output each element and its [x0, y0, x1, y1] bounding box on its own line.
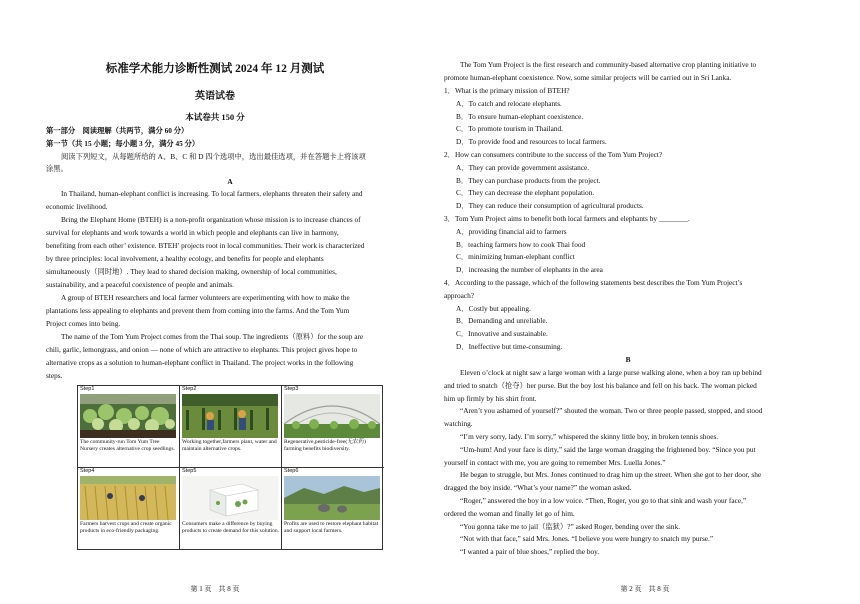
- question-4: 4．According to the passage, which of the following statements best describes the Tom Yum Project’s: [444, 278, 743, 287]
- passage-line: survival for elephants and work towards a world in which people and elephants can live in harmony,: [46, 228, 339, 237]
- option-4d: D．Ineffective but time-consuming.: [456, 342, 563, 351]
- step-cell-6: [282, 468, 384, 550]
- passage-line: economic livelihood.: [46, 202, 108, 211]
- instructions-line-2: 涂黑。: [46, 164, 68, 173]
- instructions-line-1: 阅读下列短文，从每题所给的 A、B、C 和 D 四个选项中，选出最佳选项，并在答题卡上将该项: [61, 152, 366, 161]
- passage-line: “Roger,” answered the boy in a low voice. “Then, Roger, you go to that sink and wash your face,”: [460, 496, 747, 505]
- greenhouse-image: [284, 394, 380, 438]
- product-box-image: [182, 476, 278, 520]
- passage-line: “Aren’t you ashamed of yourself?” shouted the woman. Two or three people passed, stopped, and stood: [460, 406, 763, 415]
- passage-line: yourself in contact with me, you are going to remember Mrs. Luella Jones.”: [444, 458, 666, 467]
- steps-figure: [77, 385, 383, 550]
- option-1b: B．To ensure human-elephant coexistence.: [456, 112, 584, 121]
- passage-line: In Thailand, human-elephant conflict is increasing. To local farmers, elephants threaten their safety and: [61, 189, 363, 198]
- passage-line: Eleven o’clock at night saw a large woman with a large purse walking alone, when a boy ran up behind: [460, 368, 762, 377]
- step-caption: Profits are used to restore elephant habitat and support local farmers.: [284, 521, 379, 535]
- step-caption: Farmers harvest crops and create organic products in eco-friendly packaging.: [80, 521, 172, 535]
- option-1d: D．To provide food and resources to local farmers.: [456, 137, 607, 146]
- step-cell-2: [180, 386, 282, 468]
- option-4b: B．Demanding and unreliable.: [456, 316, 548, 325]
- passage-line: promote human-elephant coexistence. Now, some similar projects will be carried out in Sri Lanka.: [444, 73, 732, 82]
- step-caption: Regenerative,pesticide-free(无农药) farming benefits biodiversity.: [284, 439, 366, 453]
- passage-line: dragged the boy inside. “What’s your name?” the woman asked.: [444, 483, 632, 492]
- option-1c: C．To promote tourism in Thailand.: [456, 124, 563, 133]
- option-2d: D．They can reduce their consumption of agricultural products.: [456, 201, 644, 210]
- step-label: Step2: [182, 386, 197, 392]
- option-2a: A．They can provide government assistance.: [456, 163, 590, 172]
- passage-line: sustainability, and a peaceful coexistence of people and animals.: [46, 280, 234, 289]
- step-caption: Consumers make a difference by buying products to create demand for this solution.: [182, 521, 280, 535]
- page-footer: 第 1 页 共 8 页: [190, 585, 240, 593]
- option-3c: C．minimizing human-elephant conflict: [456, 252, 575, 261]
- passage-line: Project comes into being.: [46, 319, 121, 328]
- step-cell-1: [78, 386, 180, 468]
- passage-line: chili, garlic, lemongrass, and onion — none of which are attractive to elephants. This project gives hope to: [46, 345, 358, 354]
- step-label: Step3: [284, 386, 299, 392]
- passage-line: A group of BTEH researchers and local farmer volunteers are experimenting with how to make the: [61, 293, 350, 302]
- passage-label-b: B: [625, 355, 631, 364]
- passage-line: steps.: [46, 371, 63, 380]
- passage-line: plantations less appealing to elephants and prevent them from coming into the farms. And the Tom Yum: [46, 306, 350, 315]
- option-4a: A．Costly but appealing.: [456, 304, 531, 313]
- option-3b: B．teaching farmers how to cook Thai food: [456, 240, 586, 249]
- passage-line: The name of the Tom Yum Project comes from the Thai soup. The ingredients（原料）for the soup are: [61, 332, 364, 341]
- paper-subtitle: 英语试卷: [195, 91, 235, 102]
- total-score: 本试卷共 150 分: [185, 112, 245, 122]
- passage-line: “I wanted a pair of blue shoes,” replied the boy.: [460, 547, 600, 556]
- step-caption: The community-run Tom Yum Tree Nursery creates alternative crop seedlings.: [80, 439, 175, 453]
- step-cell-5: [180, 468, 282, 550]
- option-3d: D．increasing the number of elephants in the area: [456, 265, 603, 274]
- option-1a: A．To catch and relocate elephants.: [456, 99, 562, 108]
- passage-line: simultaneously（同时地）. They lead to shared decision making, ownership of local communities,: [46, 267, 337, 276]
- passage-line: The Tom Yum Project is the first research and community-based alternative crop planting initiative to: [460, 60, 757, 69]
- question-3: 3．Tom Yum Project aims to benefit both local farmers and elephants by ________.: [444, 214, 690, 223]
- passage-line: by three principles: local involvement, a healthy ecology, and benefits for people and elephants: [46, 254, 324, 263]
- passage-line: ordered the woman and finally let go of him.: [444, 509, 575, 518]
- question-2: 2．How can consumers contribute to the success of the Tom Yum Project?: [444, 150, 663, 159]
- passage-line: him up firmly by his shirt front.: [444, 394, 537, 403]
- passage-line: watching.: [444, 419, 473, 428]
- passage-line: “You gonna take me to jail（监狱）?” asked Roger, bending over the sink.: [460, 522, 681, 531]
- elephant-habitat-image: [284, 476, 380, 520]
- passage-line: benefiting from each other’ existence. BTEH’ projects root in local communities. Their work is characterized: [46, 241, 365, 250]
- step-caption: Working together,farmers plant, water and maintain alternative crops.: [182, 439, 277, 453]
- seedling-nursery-image: [80, 394, 176, 438]
- step-label: Step4: [80, 468, 95, 474]
- step-label: Step5: [182, 468, 197, 474]
- step-label: Step6: [284, 468, 299, 474]
- passage-line: “I’m very sorry, lady. I’m sorry,” whispered the skinny little boy, in broken tennis shoes.: [460, 432, 719, 441]
- passage-line: “Not with that face,” said Mrs. Jones. “I believe you were hungry to snatch my purse.”: [460, 534, 714, 543]
- passage-label-a: A: [227, 177, 233, 186]
- section-heading: 第一节（共 15 小题；每小题 3 分，满分 45 分）: [46, 139, 200, 148]
- harvest-image: [80, 476, 176, 520]
- page-2: [430, 0, 860, 604]
- question-4-cont: approach?: [444, 291, 474, 300]
- option-2b: B．They can purchase products from the project.: [456, 176, 601, 185]
- passage-line: and tried to snatch（抢夺）her purse. But the boy lost his balance and fell on his back. The woman picked: [444, 381, 757, 390]
- passage-line: “Um-hum! And your face is dirty,” said the large woman dragging the frightened boy. “Since you put: [460, 445, 756, 454]
- page-footer: 第 2 页 共 8 页: [620, 585, 670, 593]
- question-1: 1．What is the primary mission of BTEH?: [444, 86, 570, 95]
- farmers-planting-image: [182, 394, 278, 438]
- passage-line: He began to struggle, but Mrs. Jones continued to drag him up the street. When she got to her door, she: [460, 470, 762, 479]
- part-heading: 第一部分 阅读理解（共两节，满分 60 分）: [46, 126, 189, 135]
- option-2c: C．They can decrease the elephant population.: [456, 188, 595, 197]
- step-cell-4: [78, 468, 180, 550]
- option-3a: A．providing financial aid to farmers: [456, 227, 567, 236]
- step-cell-3: [282, 386, 384, 468]
- step-label: Step1: [80, 386, 95, 392]
- passage-line: alternative crops as a solution to human-elephant conflict in Thailand. The project works in the following: [46, 358, 354, 367]
- passage-line: Bring the Elephant Home (BTEH) is a non-profit organization whose mission is to increase chances of: [61, 215, 361, 224]
- option-4c: C．Innovative and sustainable.: [456, 329, 548, 338]
- exam-title: 标准学术能力诊断性测试 2024 年 12 月测试: [105, 63, 325, 75]
